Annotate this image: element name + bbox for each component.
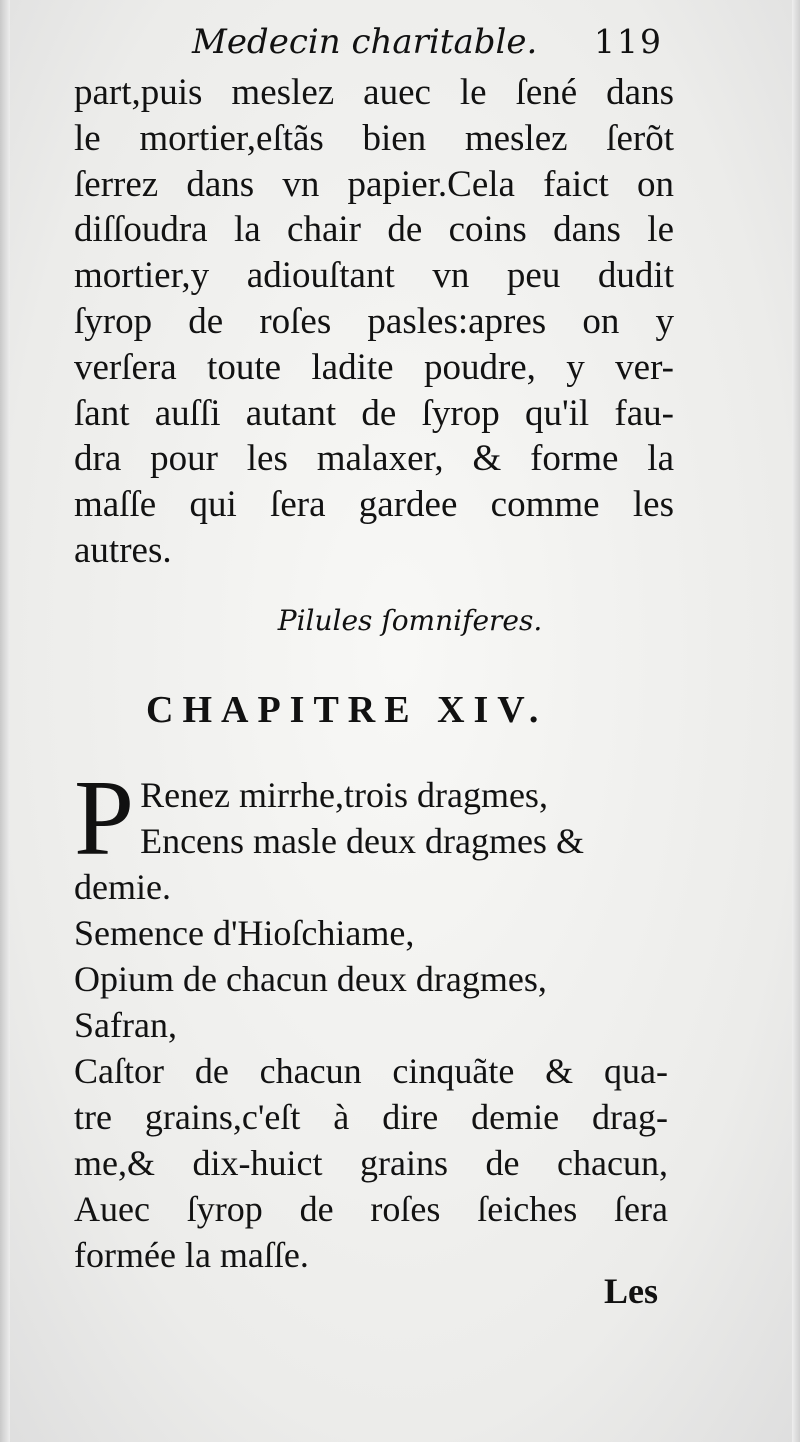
page-right-edge <box>792 0 800 1442</box>
recipe-text <box>74 759 668 1278</box>
recipe-line: Encens masle deux dragmes & <box>140 821 584 861</box>
recipe-line: Opium de chacun deux dragmes, <box>74 959 547 999</box>
recipe-line: formée la maſſe. <box>74 1235 309 1275</box>
text-line: ſerrez dans vn papier.Cela faict on <box>74 163 674 205</box>
page-left-edge <box>0 0 10 1442</box>
drop-cap: P <box>74 759 135 878</box>
body-text <box>74 70 674 574</box>
text-line: autres. <box>74 529 172 571</box>
chapter-heading: CHAPITRE XIV. <box>146 689 548 731</box>
text-line: dra pour les malaxer, & forme la <box>74 438 674 480</box>
recipe-line: Safran, <box>74 1005 177 1045</box>
text-line: part,puis meslez auec le ſené dans <box>74 72 674 113</box>
running-title: Medecin charitable. <box>192 22 538 62</box>
recipe-line: me,& dix-huict grains de chacun, <box>74 1143 668 1183</box>
catchword: Les <box>604 1271 658 1311</box>
text-line: diſſoudra la chair de coins dans le <box>74 209 674 251</box>
recipe-line: Auec ſyrop de roſes ſeiches ſera <box>74 1189 668 1229</box>
page-number: 119 <box>594 22 663 61</box>
text-line: le mortier,eſtãs bien meslez ſerõt <box>74 117 674 159</box>
recipe-line: tre grains,c'eſt à dire demie drag- <box>74 1097 668 1137</box>
text-line: ſant auſſi autant de ſyrop qu'il fau- <box>74 392 674 434</box>
recipe-line: Caſtor de chacun cinquãte & qua- <box>74 1051 668 1091</box>
text-line: maſſe qui ſera gardee comme les <box>74 484 674 526</box>
text-line: verſera toute ladite poudre, y ver- <box>74 346 674 388</box>
text-line: mortier,y adiouſtant vn peu dudit <box>74 255 674 297</box>
recipe-line: Renez mirrhe,trois dragmes, <box>140 775 548 815</box>
section-subtitle: Pilules ſomniferes. <box>277 604 543 637</box>
running-head <box>180 22 680 72</box>
text-line: ſyrop de roſes pasles:apres on y <box>74 300 674 342</box>
recipe-line: Semence d'Hioſchiame, <box>74 913 415 953</box>
recipe-line: demie. <box>74 867 171 907</box>
